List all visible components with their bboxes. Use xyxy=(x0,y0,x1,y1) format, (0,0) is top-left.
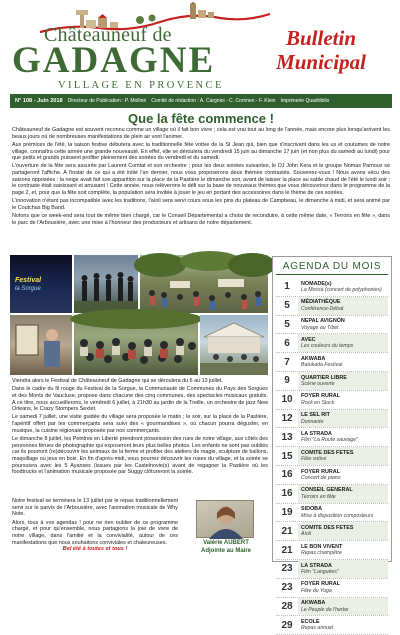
agenda-item xyxy=(276,410,388,429)
agenda-item xyxy=(276,504,388,523)
agenda-detail: Le Peuple de l'herbe xyxy=(301,606,349,613)
agenda-day: 9 xyxy=(284,375,290,387)
publication-director: Directeur de Publication : P. Molliné xyxy=(67,98,147,104)
agenda-item xyxy=(276,353,388,372)
agenda-detail: Terroirs en fête xyxy=(301,493,336,500)
closing-paragraph: Alors, tous à vos agendas ! pour ne rien oublier de ce programme chargé, et pour qu'ensemble, nous partagions la joie de vivre de notre village, dans l'amitié et la convivialité, autour de ces manifestations que nous souhaitons conviviales et chaleureuses. xyxy=(12,519,178,546)
banner-text-1: Festival xyxy=(15,277,42,284)
agenda-day: 28 xyxy=(281,600,293,612)
intro-paragraph: L'innovation n'étant pas incompatible avec les traditions, l'aïoli sera servi cours sous les pins du plateau de Campbeau, le dimanche à midi, et sera animé par le Coutchas Big Band. xyxy=(12,198,390,211)
agenda-event: SIDOBA xyxy=(301,506,322,513)
agenda-event: ECOLE xyxy=(301,618,320,625)
musicians-figures xyxy=(74,255,138,313)
festival-paragraph: Viendra alors le Festival de Châteauneuf de Gadagne qui se déroulera du 6 au 13 juillet. xyxy=(12,378,223,384)
agenda-item xyxy=(276,522,388,541)
agenda-detail: La Mossa (concert de polyphonies) xyxy=(301,287,382,293)
editorial-committee: Comité de rédaction : A. Cargnioi - C. Cornnen - F. Klein xyxy=(151,98,276,104)
agenda-info xyxy=(298,316,388,334)
town-tagline: VILLAGE EN PROVENCE xyxy=(58,80,224,91)
mayor-portrait xyxy=(196,500,254,538)
issue-info-bar xyxy=(10,94,392,108)
agenda-info xyxy=(298,504,388,522)
mayor-role: Adjointe au Maire xyxy=(200,548,251,554)
agenda-day: 13 xyxy=(281,431,293,443)
festival-text xyxy=(12,378,268,477)
festival-paragraph: Le samedi 7 juillet, une visite guidée du village sera proposée le matin ; le soir, sur la place de la Pastière, l'apéritif offert par les commerçants sera suivi des « gourmandises », où chacun pourra déguster, en musique, la cuisine régionale proposée par nos commerçants. xyxy=(12,414,268,434)
bandstand-photo xyxy=(200,315,268,375)
agenda-event: AVEC xyxy=(301,336,316,343)
town-title-main: GADAGNE xyxy=(12,40,216,81)
agenda-item xyxy=(276,466,388,485)
agenda-info xyxy=(298,353,388,371)
agenda-event: COMITE DES FETES xyxy=(301,449,354,456)
agenda-panel xyxy=(272,256,392,632)
agenda-item xyxy=(276,428,388,447)
agenda-item xyxy=(276,616,388,635)
agenda-detail: Fête votive xyxy=(301,456,327,463)
agenda-day: 19 xyxy=(281,506,293,518)
agenda-info xyxy=(298,447,388,465)
agenda-day: 10 xyxy=(281,394,293,406)
agenda-detail: Aïoli xyxy=(301,531,312,538)
audience-photo xyxy=(74,315,198,375)
intro-paragraph: Aux prémices de l'été, la saison festive débutera avec la traditionnelle fête votive de la St Jean qui, bien que s'inscrivant dans les us et coutumes de notre village, connaîtra cette année une grande nouveauté. En effet, elle se déroulera du vendredi 15 juin au dimanche 17 juin (et non plus du samedi au lundi) pour que petits et grands puissent profiter pleinement des soirées du vendredi et du samedi. xyxy=(12,141,390,162)
agenda-item xyxy=(276,278,388,297)
agenda-day: 7 xyxy=(284,356,290,368)
agenda-info xyxy=(298,579,388,597)
banner-text-2: la Sorgue xyxy=(15,286,41,292)
agenda-detail: Repas annuel xyxy=(301,625,334,632)
agenda-list xyxy=(276,278,388,635)
seated-audience xyxy=(74,315,198,375)
agenda-day: 1 xyxy=(284,281,290,293)
agenda-day: 16 xyxy=(281,488,293,500)
agenda-event: AKWABA xyxy=(301,355,326,362)
agenda-item xyxy=(276,447,388,466)
agenda-info xyxy=(298,598,388,616)
intro-paragraph: L'ouverture de la fête sera assurée par Laurent Comtat et son orchestre ; pour les deux soirées suivantes, le DJ John Kera et le groupe Nomas Pamoux se partageront l'affiche. A l'instar de ce qui a été initié l'an dernier, nous vous proposerons deux thèmes contrastés. Souvenez-vous ! Nous avons vécu des saisons opposées : la neige avait fait son apparition sur la place de la Pastière le dimanche soir, avant de laisser la place au sable chaud de l'été le lundi soir ; le contraste était saisissant et amusant ! Cette année, nous relèverons le défi sur la base de nouveaux thèmes que vous découvrirez dans le programme de la page 2, et, pour que la fête soit complète, la population sera invitée à jouer le jeu en portant des accessoires dans le thème de ces soirées. xyxy=(12,163,390,197)
agenda-detail: Film "La Route sauvage" xyxy=(301,437,359,444)
agenda-detail: Les couleurs du temps xyxy=(301,343,354,350)
agenda-day: 21 xyxy=(281,525,293,537)
photo-collage xyxy=(10,255,268,375)
agenda-detail: Film "Languées" xyxy=(301,568,339,575)
bulletin-word: Bulletin xyxy=(285,26,357,50)
agenda-day: 23 xyxy=(281,582,293,594)
agenda-item xyxy=(276,560,388,579)
agenda-day: 16 xyxy=(281,469,293,481)
agenda-event: NOMADE(s) xyxy=(301,280,332,287)
musicians-stage-photo xyxy=(74,255,138,313)
festival-paragraph: Le dimanche 8 juillet, les Peintres en Liberté prendront possession des rues de notre village, aux côtés des personnes férues de photographie qui exposeront leurs plus belles photos. Les enfants ne sont pas oubliés car ils pourront (re)découvrir les animaux de la ferme et profiter des ateliers de magie, sculpture de ballons, maquillage ou jeux en bois. En fin d'après-midi, vous pourrez découvrir les ruses du village, et la soirée se poursuivra avec les 5 Ayanses (issues par les Castelnovie(s) avant de regagner la Pastière où les foodtrucks et l'animation musicale proposée par Suggy clôtureront la soirée. xyxy=(12,435,268,476)
agenda-detail: Rock en Stock xyxy=(301,399,335,406)
masthead xyxy=(0,0,400,92)
agenda-event: COMITE DES FETES xyxy=(301,524,354,531)
agenda-event: CONSEIL GENERAL xyxy=(301,487,353,494)
agenda-info xyxy=(298,372,388,390)
agenda-info xyxy=(298,297,388,315)
agenda-detail: Conférence-Débat xyxy=(301,305,344,312)
agenda-info xyxy=(298,522,388,540)
bulletin-title xyxy=(266,26,376,74)
agenda-info xyxy=(298,410,388,428)
crowd-under-trees xyxy=(140,255,268,313)
agenda-title: AGENDA DU MOIS xyxy=(276,261,388,275)
agenda-event: FOYER RURAL xyxy=(301,393,340,400)
agenda-detail: Batukada Festival xyxy=(301,362,343,369)
agenda-day: 15 xyxy=(281,450,293,462)
agenda-info xyxy=(298,466,388,484)
agenda-event: FOYER RURAL xyxy=(301,581,340,588)
agenda-day: 23 xyxy=(281,563,293,575)
closing-paragraph: Notre festival se terminera le 13 juillet par le repas traditionnellement servi sur le parvis de l'Arbousière, avec l'animation musicale de Why Note. xyxy=(12,498,178,518)
agenda-item xyxy=(276,391,388,410)
agenda-detail: Concert de piano xyxy=(301,474,341,481)
agenda-item xyxy=(276,334,388,353)
agenda-info xyxy=(298,485,388,503)
agenda-event: LE BON VIVENT xyxy=(301,543,343,550)
agenda-day: 29 xyxy=(281,619,293,631)
market-crowd-photo xyxy=(140,255,268,313)
agenda-event: AKWABA xyxy=(301,600,326,607)
agenda-info xyxy=(298,560,388,578)
municipal-word: Municipal xyxy=(276,50,366,74)
agenda-day: 21 xyxy=(281,544,293,556)
tent-and-tables xyxy=(200,315,268,375)
agenda-detail: Repas champêtre xyxy=(301,550,342,557)
agenda-event: NEPAL AVIGNON xyxy=(301,318,345,325)
agenda-detail: Scène ouverte xyxy=(301,380,335,387)
agenda-item xyxy=(276,372,388,391)
painter-figure xyxy=(10,315,72,375)
agenda-item xyxy=(276,316,388,335)
agenda-info xyxy=(298,391,388,409)
agenda-detail: Voyage au Tibet xyxy=(301,324,339,331)
agenda-item xyxy=(276,485,388,504)
printer: Imprimerie Quadribilio xyxy=(280,98,330,104)
agenda-event: MÉDIATHÈQUE xyxy=(301,299,341,306)
agenda-event: FOYER RURAL xyxy=(301,468,340,475)
mayor-name: Valérie AUBERT xyxy=(203,540,249,546)
painting-workshop-photo xyxy=(10,315,72,375)
sign-off: Bel été à toutes et tous ! xyxy=(62,546,128,552)
agenda-day: 5 xyxy=(284,300,290,312)
intro-text xyxy=(12,127,390,228)
agenda-info xyxy=(298,428,388,446)
agenda-day: 12 xyxy=(281,412,293,424)
agenda-info xyxy=(298,541,388,559)
agenda-item xyxy=(276,297,388,316)
agenda-event: QUARTIER LIBRE xyxy=(301,374,347,381)
agenda-detail: Fête du Yoga xyxy=(301,587,332,594)
agenda-event: LA STRADA xyxy=(301,430,332,437)
agenda-info xyxy=(298,334,388,352)
festival-banner-photo xyxy=(10,255,72,313)
agenda-info xyxy=(298,616,388,634)
festival-paragraph: Dans le cadre du fil rouge du Festival de la Sorgue, la Communauté de Communes du Pays des Sorgues et des Monts de Vaucluse, propose dans chacune des cinq communes, des spectacles musicaux gratuits. A ce titre, nous accueillerons, le vendredi 6 juillet, à 21h30 au jardin de la Treille, un orchestre de jazz New Orleans, le Crazy Stompers Sextet. xyxy=(12,386,268,413)
agenda-detail: Mise à disposition composteurs xyxy=(301,512,374,519)
portrait-figure xyxy=(197,501,255,539)
agenda-item xyxy=(276,579,388,598)
article-headline: Que la fête commence ! xyxy=(128,111,274,126)
agenda-detail: Donnante xyxy=(301,418,324,425)
intro-paragraph: Châteauneuf de Gadagne est souvent reconnu comme un village où il fait bon vivre ; cela est vrai tout au long de l'année, mais encore plus lorsqu'arrivent les beaux jours où de nombreuses manifestations de plein air vont l'animer. xyxy=(12,127,390,140)
agenda-item xyxy=(276,598,388,617)
intro-paragraph: Notons que ce week-end sera tout de même bien chargé, car le Conseil Départemental a choisi de reconduire, à cette même date, « Terroirs en fête », dans le parc de l'Arbousière, avec une mise à l'honneur des producteurs et artisans de notre département. xyxy=(12,213,390,226)
closing-text xyxy=(12,498,178,546)
agenda-item xyxy=(276,541,388,560)
town-title-top: Châteauneuf de xyxy=(44,24,172,46)
agenda-day: 6 xyxy=(284,337,290,349)
agenda-event: LE SEL RIT xyxy=(301,412,330,419)
agenda-day: 5 xyxy=(284,318,290,330)
agenda-info xyxy=(298,278,388,296)
agenda-event: LA STRADA xyxy=(301,562,332,569)
issue-number: N° 108 - Juin 2018 xyxy=(15,98,63,104)
